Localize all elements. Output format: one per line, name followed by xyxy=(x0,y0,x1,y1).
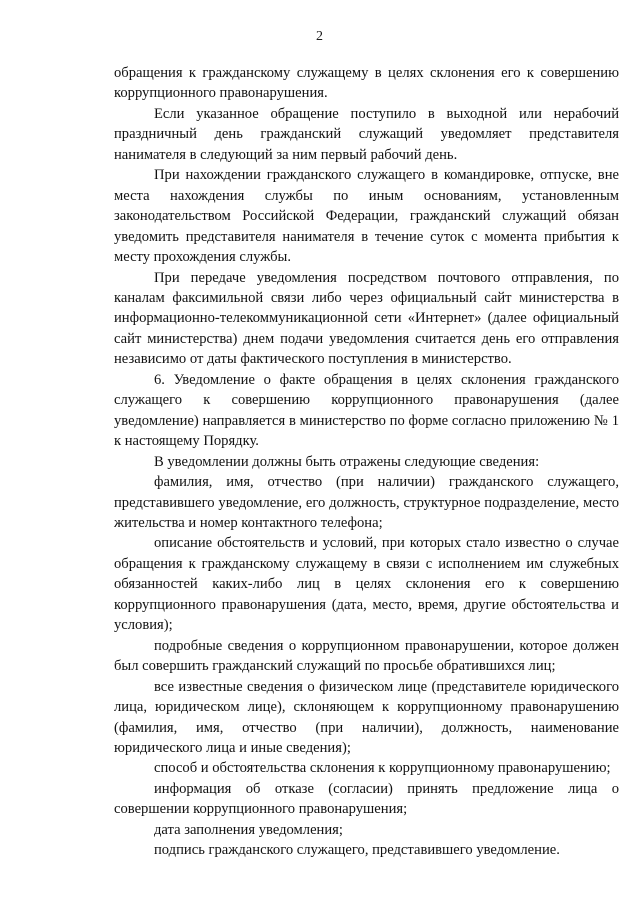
page-number: 2 xyxy=(316,29,323,44)
list-item-method: способ и обстоятельства склонения к коррупционному правонарушению; xyxy=(154,760,611,777)
document-body xyxy=(114,63,619,861)
paragraph-continuation: обращения к гражданскому служащему в целях склонения его к совершению коррупционного правонарушения. xyxy=(114,65,619,102)
list-item-full-name: фамилия, имя, отчество (при наличии) гражданского служащего, представившего уведомление, его должность, структурное подразделение, место жительства и номер контактного телефона; xyxy=(114,474,619,531)
paragraph-holiday-notice: Если указанное обращение поступило в выходной или нерабочий праздничный день гражданский служащий уведомляет представителя нанимателя в следующий за ним первый рабочий день. xyxy=(114,105,619,163)
list-item-signature: подпись гражданского служащего, представившего уведомление. xyxy=(154,842,560,859)
list-item-person-info: все известные сведения о физическом лице (представителе юридического лица, юридическом лице), склоняющем к коррупционному правонарушению (фамилия, имя, отчество (при наличии), должность, наименование юридического лица и иные сведения); xyxy=(114,678,619,756)
list-item-refusal-info: информация об отказе (согласии) принять предложение лица о совершении коррупционного правонарушения; xyxy=(114,780,619,818)
paragraph-item-6: 6. Уведомление о факте обращения в целях склонения гражданского служащего к совершению коррупционного правонарушения (далее уведомление) направляется в министерство по форме согласно приложению № 1 к настоящему Порядку. xyxy=(114,371,619,450)
paragraph-required-info: В уведомлении должны быть отражены следующие сведения: xyxy=(154,453,540,470)
list-item-circumstances: описание обстоятельств и условий, при которых стало известно о случае обращения к гражданскому служащему в связи с исполнением им служебных обязанностей каких-либо лиц в целях склонения его к совершению коррупционного правонарушения (дата, место, время, другие обстоятельства и условия); xyxy=(114,535,619,634)
paragraph-business-trip: При нахождении гражданского служащего в командировке, отпуске, вне места нахождения службы по иным основаниям, установленным законодательством Российской Федерации, гражданский служащий обязан уведомить представителя нанимателя в течение суток с момента прибытия к месту прохождения службы. xyxy=(114,167,619,266)
list-item-offense-details: подробные сведения о коррупционном правонарушении, которое должен был совершить гражданский служащий по просьбе обратившихся лиц; xyxy=(114,637,619,675)
list-item-date: дата заполнения уведомления; xyxy=(154,821,343,838)
paragraph-postal-delivery: При передаче уведомления посредством почтового отправления, по каналам факсимильной связи либо через официальный сайт министерства в информационно-телекоммуникационной сети «Интернет» (далее официальный сайт министерства) днем подачи уведомления считается день его отправления независимо от даты фактического поступления в министерство. xyxy=(114,269,619,368)
